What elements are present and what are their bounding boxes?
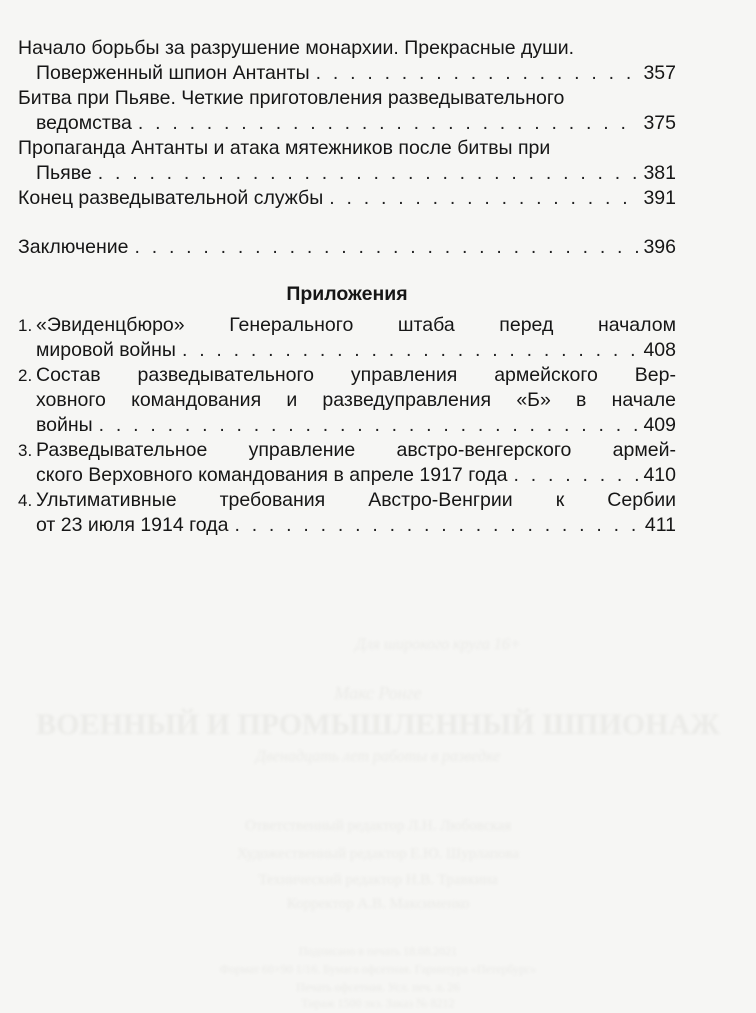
dot-leader — [98, 161, 640, 186]
appendix-item-number: 2. — [18, 366, 33, 385]
toc-entry-4 — [18, 186, 676, 211]
appendix-item-title-end: ского Верховного командования в апреле 1917 года — [36, 464, 508, 486]
toc-page-number: 357 — [643, 62, 676, 84]
bleed-title: ВОЕННЫЙ И ПРОМЫШЛЕННЫЙ ШПИОНАЖ — [36, 708, 720, 741]
appendix-item-title-line: Разведывательное управление австро-венгерского армей- — [36, 439, 676, 461]
bleed-print-info: Формат 60×90 1/16. Бумага офсетная. Гарнитура «Петербург» — [219, 962, 537, 976]
dot-leader — [134, 235, 639, 260]
toc-entry-title-line: Пропаганда Антанты и атака мятежников после битвы при — [18, 137, 551, 159]
table-of-contents — [18, 36, 676, 538]
appendix-item-title-line: ховного командования и разведуправления «Б» в начале — [36, 389, 676, 411]
bleed-print-info: Тираж 1500 экз. Заказ № 8212 — [301, 996, 455, 1010]
bleed-credit: Ответственный редактор Л.Н. Любовская — [244, 818, 512, 834]
bleed-print-info: Подписано в печать 18.08.2021 — [298, 944, 458, 958]
dot-leader — [182, 338, 640, 363]
bleed-credit: Корректор А.В. Максименко — [286, 896, 470, 912]
toc-page-number: 391 — [643, 187, 676, 209]
bleed-author: Макс Ронге — [334, 683, 422, 703]
toc-conclusion-label: Заключение — [18, 236, 129, 258]
toc-conclusion — [18, 235, 676, 260]
toc-entry-title: Конец разведывательной службы — [18, 187, 324, 209]
appendix-item-4 — [18, 488, 676, 538]
toc-entry-title-line: Начало борьбы за разрушение монархии. Прекрасные души. — [18, 37, 575, 59]
appendix-item-number: 1. — [18, 316, 33, 335]
dot-leader — [329, 186, 639, 211]
toc-entry-title-end: Поверженный шпион Антанты — [36, 62, 310, 84]
appendix-item-2 — [18, 363, 676, 438]
toc-page-number: 408 — [643, 339, 676, 361]
bleed-subtitle: Двенадцать лет работы в разведке — [255, 748, 501, 765]
toc-page-number: 381 — [643, 162, 676, 184]
dot-leader — [234, 513, 640, 538]
toc-entry-title-end: Пьяве — [36, 162, 92, 184]
toc-entry-title-end: ведомства — [36, 112, 132, 134]
toc-page-number: 396 — [643, 236, 676, 258]
dot-leader — [138, 111, 640, 136]
bleed-age-rating: Для широкого круга 16+ — [355, 636, 521, 653]
dot-leader — [514, 463, 640, 488]
appendix-item-number: 4. — [18, 491, 33, 510]
appendix-item-3 — [18, 438, 676, 488]
appendix-item-number: 3. — [18, 441, 33, 460]
appendix-item-title-line: Ультимативные требования Австро-Венгрии к Сербии — [36, 489, 676, 511]
toc-entry-title-line: Битва при Пьяве. Четкие приготовления разведывательного — [18, 87, 565, 109]
dot-leader — [99, 413, 640, 438]
appendix-heading: Приложения — [286, 283, 408, 305]
appendix-item-title-end: от 23 июля 1914 года — [36, 514, 229, 536]
toc-entry-3 — [18, 136, 676, 186]
bleed-credit: Художественный редактор Е.Ю. Шурлапова — [236, 846, 520, 862]
toc-page-number: 409 — [643, 414, 676, 436]
appendix-item-1 — [18, 313, 676, 363]
toc-entry-1 — [18, 36, 676, 86]
toc-entry-2 — [18, 86, 676, 136]
toc-page-number: 410 — [643, 464, 676, 486]
bleed-credit: Технический редактор Н.В. Травкина — [258, 872, 498, 888]
bleed-print-info: Печать офсетная. Усл. печ. л. 26 — [296, 980, 460, 994]
appendix-item-title-line: Состав разведывательного управления армейского Вер- — [36, 364, 676, 386]
appendix-item-title-line: «Эвиденцбюро» Генерального штаба перед началом — [36, 314, 676, 336]
dot-leader — [316, 61, 640, 86]
toc-page-number: 375 — [643, 112, 676, 134]
appendix-item-title-end: мировой войны — [36, 339, 176, 361]
appendix-item-title-end: войны — [36, 414, 93, 436]
toc-page-number: 411 — [644, 514, 676, 536]
